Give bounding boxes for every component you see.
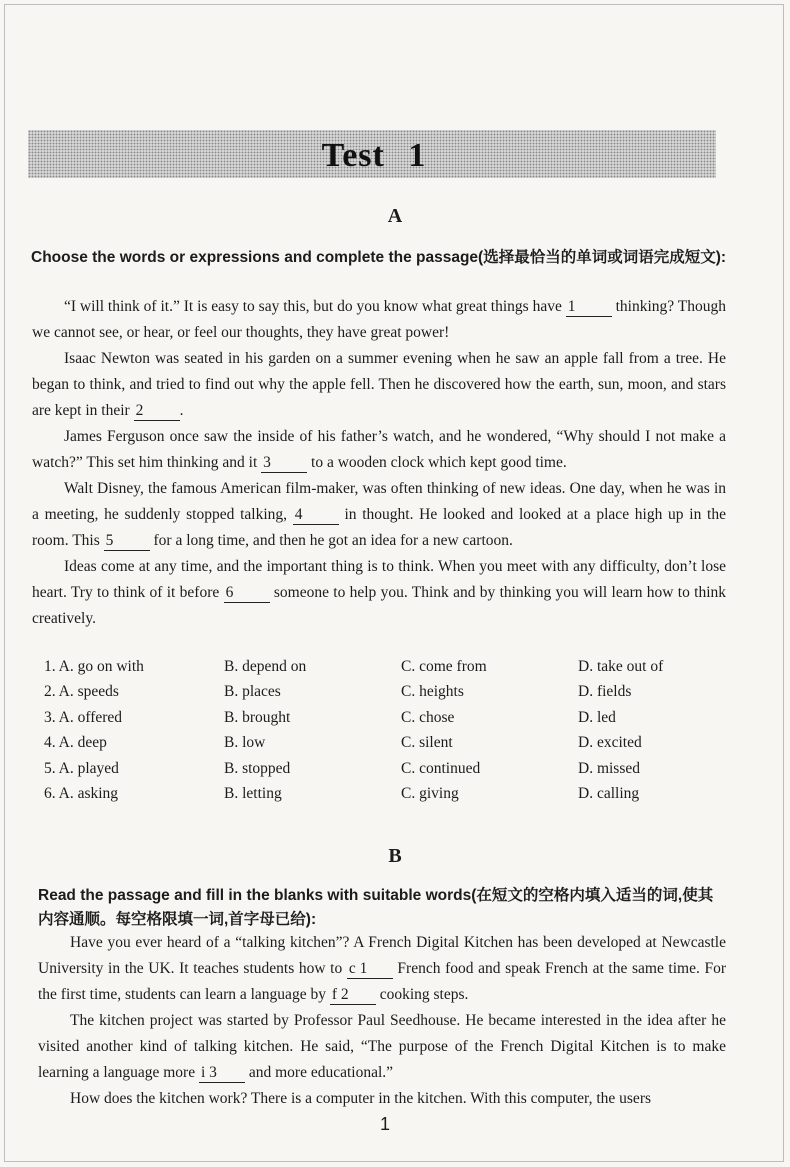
blank-1[interactable]: 1 xyxy=(566,298,612,317)
option-a[interactable]: 5. A. played xyxy=(44,759,119,777)
option-a[interactable]: 2. A. speeds xyxy=(44,683,119,701)
choice-row-2 xyxy=(44,680,744,706)
option-d[interactable]: D. fields xyxy=(578,683,632,701)
option-a[interactable]: 4. A. deep xyxy=(44,734,107,752)
option-c[interactable]: C. silent xyxy=(401,734,453,752)
passage-paragraph: James Ferguson once saw the inside of his father’s watch, and he wondered, “Why should I not make a watch?” This set him thinking and it 3 to a wooden clock which kept good time. xyxy=(32,428,726,471)
option-a[interactable]: 6. A. asking xyxy=(44,785,119,803)
option-d[interactable]: D. take out of xyxy=(578,657,664,675)
passage-paragraph: Ideas come at any time, and the important thing is to think. When you meet with any difficulty, don’t lose heart. Try to think of it before 6 someone to help you. Think and by thinking you will learn how to think creatively. xyxy=(32,558,727,627)
option-d[interactable]: D. missed xyxy=(578,759,640,777)
section-b-instruction: Read the passage and fill in the blanks with suitable words(在短文的空格内填入适当的词,使其内容通顺。每空格限填一词,首字母已给): xyxy=(38,887,714,928)
option-b[interactable]: B. stopped xyxy=(224,759,291,777)
blank-4[interactable]: 4 xyxy=(293,506,339,525)
passage-paragraph: “I will think of it.” It is easy to say this, but do you know what great things have 1 thinking? Though we cannot see, or hear, or feel our thoughts, they have great power! xyxy=(32,298,726,341)
option-c[interactable]: C. continued xyxy=(401,759,481,777)
title-banner xyxy=(28,130,716,178)
section-a-passage xyxy=(32,294,726,632)
blank-b3[interactable]: i 3 xyxy=(199,1064,245,1083)
choice-row-6 xyxy=(44,782,744,808)
passage-paragraph: Walt Disney, the famous American film-maker, was often thinking of new ideas. One day, when he was in a meeting, he suddenly stopped talking, 4 in thought. He looked and looked at a place high up in the room. This 5 for a long time, and then he got an idea for a new cartoon. xyxy=(32,480,726,549)
option-d[interactable]: D. calling xyxy=(578,785,640,803)
option-c[interactable]: C. giving xyxy=(401,785,459,803)
blank-b2[interactable]: f 2 xyxy=(330,986,376,1005)
answer-choices xyxy=(44,654,744,807)
passage-paragraph: The kitchen project was started by Professor Paul Seedhouse. He became interested in the idea after he visited another kind of talking kitchen. He said, “The purpose of the French Digital Kitchen is to make learning a language more i 3 and more educational.” xyxy=(38,1012,726,1081)
passage-paragraph: Have you ever heard of a “talking kitchen”? A French Digital Kitchen has been developed at Newcastle University in the UK. It teaches students how to c 1 French food and speak French at the same time. For the first time, students can learn a language by f 2 cooking steps. xyxy=(38,934,726,1003)
option-b[interactable]: B. low xyxy=(224,734,266,752)
choice-row-4 xyxy=(44,731,744,757)
option-a[interactable]: 1. A. go on with xyxy=(44,657,144,675)
option-c[interactable]: C. chose xyxy=(401,708,455,726)
choice-row-1 xyxy=(44,654,744,680)
blank-5[interactable]: 5 xyxy=(104,532,150,551)
section-b-passage xyxy=(38,930,726,1112)
option-b[interactable]: B. letting xyxy=(224,785,282,803)
page-title: Test 1 xyxy=(321,137,427,174)
blank-b1[interactable]: c 1 xyxy=(347,960,393,979)
option-b[interactable]: B. places xyxy=(224,683,281,701)
option-c[interactable]: C. come from xyxy=(401,657,487,675)
passage-paragraph: How does the kitchen work? There is a computer in the kitchen. With this computer, the users xyxy=(70,1090,652,1107)
option-b[interactable]: B. depend on xyxy=(224,657,307,675)
option-d[interactable]: D. led xyxy=(578,708,616,726)
choice-row-5 xyxy=(44,756,744,782)
section-a-heading: A xyxy=(387,205,403,227)
option-d[interactable]: D. excited xyxy=(578,734,642,752)
blank-2[interactable]: 2 xyxy=(134,402,180,421)
section-a-instruction: Choose the words or expressions and complete the passage(选择最恰当的单词或词语完成短文): xyxy=(31,249,727,266)
blank-6[interactable]: 6 xyxy=(224,584,270,603)
option-b[interactable]: B. brought xyxy=(224,708,291,726)
option-a[interactable]: 3. A. offered xyxy=(44,708,123,726)
blank-3[interactable]: 3 xyxy=(261,454,307,473)
section-b-heading: B xyxy=(388,845,402,867)
page-number: 1 xyxy=(379,1114,390,1134)
choice-row-3 xyxy=(44,705,744,731)
passage-paragraph: Isaac Newton was seated in his garden on a summer evening when he saw an apple fall from a tree. He began to think, and tried to find out why the apple fell. Then he discovered how the earth, sun, moon, and stars are kept in their 2 . xyxy=(32,350,726,419)
option-c[interactable]: C. heights xyxy=(401,683,464,701)
